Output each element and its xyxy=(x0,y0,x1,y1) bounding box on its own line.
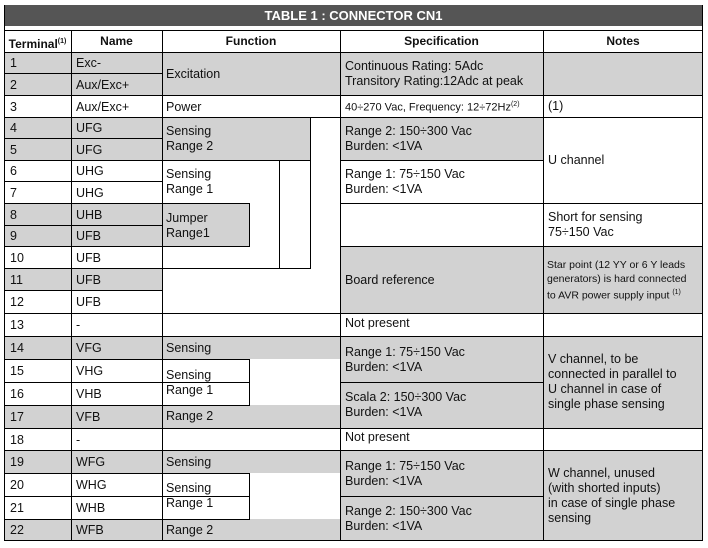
terminal-number: 22 xyxy=(10,523,24,537)
terminal-name: Exc- xyxy=(76,56,101,70)
terminal-number: 5 xyxy=(10,143,17,157)
terminal-number: 13 xyxy=(10,318,24,332)
terminal-number: 12 xyxy=(10,295,24,309)
function-w-sensing-r1: Sensing Range 1 xyxy=(166,481,214,510)
terminal-number: 1 xyxy=(10,56,17,70)
terminal-number: 8 xyxy=(10,208,17,222)
terminal-number: 18 xyxy=(10,433,24,447)
terminal-number: 17 xyxy=(10,410,24,424)
terminal-number: 15 xyxy=(10,364,24,378)
terminal-number: 3 xyxy=(10,100,17,114)
spec-u-range2: Range 2: 150÷300 Vac Burden: <1VA xyxy=(345,124,472,153)
terminal-name: WHB xyxy=(76,501,106,515)
terminal-name: - xyxy=(76,433,81,447)
terminal-name: VHB xyxy=(76,387,102,401)
terminal-number: 19 xyxy=(10,455,24,469)
terminal-name: - xyxy=(76,318,81,332)
terminal-number: 7 xyxy=(10,186,17,200)
function-v-sensing: Sensing xyxy=(166,341,212,355)
terminal-name: UHB xyxy=(76,208,103,222)
terminal-number: 4 xyxy=(10,121,17,135)
terminal-name: VHG xyxy=(76,364,104,378)
header-terminal: Terminal$^{(1)}$ xyxy=(8,37,67,51)
note-short-sensing: Short for sensing 75÷150 Vac xyxy=(548,210,643,239)
terminal-name: UFB xyxy=(76,251,101,265)
terminal-name: WHG xyxy=(76,478,107,492)
header-specification: Specification xyxy=(404,34,479,48)
function-v-sensing-r1: Sensing Range 1 xyxy=(166,368,214,397)
terminal-name: UFB xyxy=(76,273,101,287)
terminal-name: Aux/Exc+ xyxy=(76,100,130,114)
terminal-name: UFG xyxy=(76,121,103,135)
spec-w-range1: Range 1: 75÷150 Vac Burden: <1VA xyxy=(345,459,465,488)
terminal-number: 2 xyxy=(10,78,17,92)
terminal-name: WFB xyxy=(76,523,104,537)
note-power: (1) xyxy=(548,99,564,113)
note-u-channel: U channel xyxy=(548,153,605,167)
function-u-sensing-r2: Sensing Range 2 xyxy=(166,124,214,153)
function-w-sensing: Sensing xyxy=(166,455,212,469)
header-notes: Notes xyxy=(606,34,640,48)
function-w-range2: Range 2 xyxy=(166,523,214,537)
terminal-number: 21 xyxy=(10,501,24,515)
terminal-name: UFB xyxy=(76,295,101,309)
terminal-number: 11 xyxy=(10,273,23,287)
terminal-number: 16 xyxy=(10,387,24,401)
spec-terminal-18: Not present xyxy=(345,430,410,444)
terminal-number: 14 xyxy=(10,341,24,355)
header-function: Function xyxy=(225,34,277,48)
function-u-jumper: Jumper Range1 xyxy=(166,211,210,240)
terminal-name: Aux/Exc+ xyxy=(76,78,130,92)
terminal-name: UHG xyxy=(76,164,104,178)
terminal-name: UFB xyxy=(76,229,101,243)
spec-v-range2: Scala 2: 150÷300 Vac Burden: <1VA xyxy=(345,390,467,419)
note-w-channel: W channel, unused (with shorted inputs) in case of single phase sensing xyxy=(548,466,676,525)
terminal-name: VFG xyxy=(76,341,102,355)
terminal-name: WFG xyxy=(76,455,106,469)
header-name: Name xyxy=(100,34,133,48)
terminal-number: 6 xyxy=(10,164,17,178)
spec-power: 40÷270 Vac, Frequency: $12\div 72Hz^{(2)}$ xyxy=(345,101,520,114)
table-title: TABLE 1 : CONNECTOR CN1 xyxy=(264,8,443,23)
note-star-point: Star point (12 YY or 6 Y leads generators) is hard connected to AVR power supply input $^{(1)}$ xyxy=(547,259,687,302)
function-excitation: Excitation xyxy=(166,67,221,81)
terminal-name: UFG xyxy=(76,143,103,157)
spec-excitation: Continuous Rating: 5Adc Transitory Rating:12Adc at peak xyxy=(345,59,524,88)
terminal-number: 20 xyxy=(10,478,24,492)
terminal-name: UHG xyxy=(76,186,104,200)
spec-terminal-13: Not present xyxy=(345,316,410,330)
terminal-number: 9 xyxy=(10,229,17,243)
spec-board-reference: Board reference xyxy=(345,273,435,287)
spec-v-range1: Range 1: 75÷150 Vac Burden: <1VA xyxy=(345,345,465,374)
spec-w-range2: Range 2: 150÷300 Vac Burden: <1VA xyxy=(345,504,472,533)
terminal-number: 10 xyxy=(10,251,24,265)
function-v-range2: Range 2 xyxy=(166,409,214,423)
terminal-name: VFB xyxy=(76,410,101,424)
function-power: Power xyxy=(166,100,202,114)
function-u-sensing-r1: Sensing Range 1 xyxy=(166,167,214,196)
spec-u-range1: Range 1: 75÷150 Vac Burden: <1VA xyxy=(345,167,465,196)
note-v-channel: V channel, to be connected in parallel to U channel in case of single phase sensing xyxy=(548,352,677,411)
